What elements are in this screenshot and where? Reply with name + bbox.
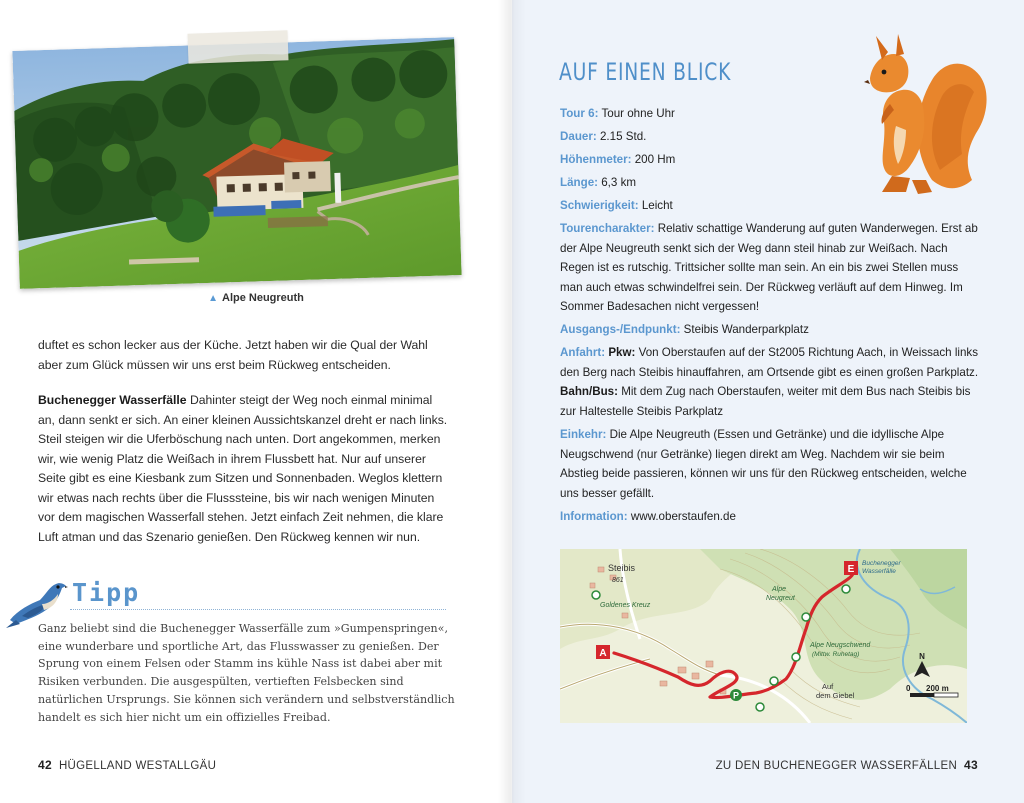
fact-hoehenmeter-value: 200 Hm (631, 152, 676, 166)
map-label-falls-line1: Buchenegger (862, 560, 901, 567)
paragraph-wasserfaelle (38, 391, 450, 547)
map-label-town: Steibis (608, 563, 636, 573)
route-start-label: A (599, 648, 607, 659)
footer-left (38, 758, 216, 772)
route-end-label: E (847, 564, 855, 575)
fact-ausgangspunkt (560, 320, 980, 340)
fact-tourencharakter-value: Relativ schattige Wanderung auf guten Wanderwegen. Erst ab der Alpe Neugreuth senkt sich der Weg dann steil hinab zur Weißach. Nach Regen ist es rutschig. Trittsicher sollte man sein. An ein bis zwei Stellen muss man auch etwas schwindelfrei sein. Der Rückweg verläuft auf dem Hinweg. Im Sommer Badesachen nicht vergessen! (560, 221, 978, 314)
fact-anfahrt-label: Anfahrt: (560, 346, 606, 360)
page-number-right: 43 (964, 758, 978, 772)
fact-tour-label: Tour 6: (560, 107, 599, 120)
fact-laenge (560, 173, 980, 193)
tipp-text: Ganz beliebt sind die Buchenegger Wasserfälle zum »Gumpenspringen«, eine wunderbare und sportliche Art, das Flusswasser zu genießen. Der Sprung von einem Felsen oder Stamm ins kühle Nass ist dabei aber mit Risiken verbunden. Die ausgespülten, vertieften Felsbecken sind natürlichen Ursprungs. Sie können sich verändern und selbstverständlich handelt es sich hier nicht um ein offizielles Freibad. (38, 622, 455, 724)
tipp-divider (70, 609, 446, 610)
paragraph-wasserfaelle-text: Dahinter steigt der Weg noch einmal minimal an, dann senkt er sich. An einer kleinen Aussichtskanzel dreht er nach links. Steil steigen wir die Uferböschung nach unten. Dort angekommen, merken wir, wie wenig Platz die Weißach in ihrem Flussbett hat. Nur auf unserer Seite gibt es eine Kiesbank zum Sitzen und Sonnenbaden. Weglos klettern wir etwas nach rechts über die Flusssteine, bis wir nach wenigen Minuten vor dem magischen Wasserfall stehen. Jetzt einfach Zeit nehmen, die klare Luft atman und das Szenario genießen. Den Rückweg kennen wir nun. (38, 393, 448, 544)
fact-tourencharakter-label: Tourencharakter: (560, 221, 655, 235)
fact-schwierigkeit-value: Leicht (638, 198, 673, 212)
map-label-falls-line2: Wasserfälle (862, 568, 896, 575)
photo-caption (0, 292, 512, 304)
facts-list (560, 104, 980, 526)
map-label-inn: Goldenes Kreuz (600, 602, 651, 609)
fact-anfahrt-bahn-label: Bahn/Bus: (560, 385, 618, 399)
fact-dauer (560, 127, 980, 147)
map-label-alpe1-line2: Neugreut (766, 595, 795, 602)
up-arrow-icon: ▲ (208, 293, 218, 304)
fact-hoehenmeter-label: Höhenmeter: (560, 152, 632, 166)
fact-laenge-value: 6,3 km (598, 175, 637, 189)
scale-value-label: 200 m (926, 684, 949, 693)
section-heading: Buchenegger Wasserfälle (38, 393, 187, 407)
north-label: N (919, 652, 925, 661)
footer-section-left: HÜGELLAND WESTALLGÄU (58, 760, 217, 772)
page-number-left: 42 (38, 758, 52, 772)
fact-schwierigkeit-label: Schwierigkeit: (560, 198, 639, 212)
fact-anfahrt-pkw-value: Von Oberstaufen auf der St2005 Richtung Aach, in Weissach links den Berg nach Steibis hinauffahren, am Ortsende gibt es einen großen Parkplatz. (560, 346, 979, 379)
photo-caption-text: Alpe Neugreuth (222, 292, 304, 304)
fact-ausgangspunkt-value: Steibis Wanderparkplatz (680, 323, 809, 337)
fact-einkehr (560, 425, 980, 503)
fact-schwierigkeit (560, 196, 980, 216)
fact-dauer-label: Dauer: (560, 129, 597, 143)
fact-information-label: Information: (560, 509, 628, 523)
map-label-alpe2-line1: Alpe Neugschwend (810, 642, 871, 649)
fact-tourencharakter (560, 219, 980, 317)
fact-laenge-label: Länge: (560, 175, 599, 189)
alpe-photo (12, 37, 461, 289)
fact-einkehr-label: Einkehr: (560, 428, 607, 442)
route-map (560, 549, 967, 723)
fact-dauer-value: 2.15 Std. (596, 129, 647, 143)
scale-zero-label: 0 (906, 684, 911, 693)
footer-right (716, 758, 978, 772)
fact-tour-value: Tour ohne Uhr (598, 107, 675, 120)
map-label-alpe1-line1: Alpe (772, 586, 787, 593)
fact-ausgangspunkt-label: Ausgangs-/Endpunkt: (560, 323, 681, 337)
map-label-alpe2-line2: (Mittw. Ruhetag) (812, 651, 860, 658)
map-label-elevation: 861 (612, 577, 624, 584)
fact-information-link[interactable]: www.oberstaufen.de (627, 509, 736, 523)
fact-einkehr-value: Die Alpe Neugreuth (Essen und Getränke) und die idyllische Alpe Neugschwend (nur Getränke) liegen direkt am Weg. Nachdem wir sie beim Abstieg beide passieren, können wir uns für den Rückweg entscheiden, welche uns besser gefällt. (560, 428, 967, 500)
fact-anfahrt-pkw-label: Pkw: (605, 346, 636, 360)
fact-hoehenmeter (560, 150, 980, 170)
fact-tour (560, 104, 980, 124)
map-label-place-line2: dem Giebel (816, 691, 855, 700)
fact-anfahrt (560, 343, 980, 421)
parking-label: P (732, 690, 740, 701)
fact-anfahrt-bahn-value: Mit dem Zug nach Oberstaufen, weiter mit dem Bus nach Steibis bis zur Haltestelle Steibis Parkplatz (560, 385, 971, 419)
book-gutter (498, 0, 526, 803)
scale-bar (910, 693, 958, 697)
paragraph-continued: duftet es schon lecker aus der Küche. Jetzt haben wir die Qual der Wahl aber zum Glück müssen wir uns erst beim Rückweg entscheiden. (38, 338, 428, 372)
map-label-place-line1: Auf (822, 682, 834, 691)
photo-tape (188, 30, 289, 63)
page-title: AUF EINEN BLICK (559, 58, 732, 86)
fact-information (560, 507, 980, 527)
tipp-title: Tipp (72, 578, 141, 607)
footer-section-right: ZU DEN BUCHENEGGER WASSERFÄLLEN (715, 760, 958, 772)
